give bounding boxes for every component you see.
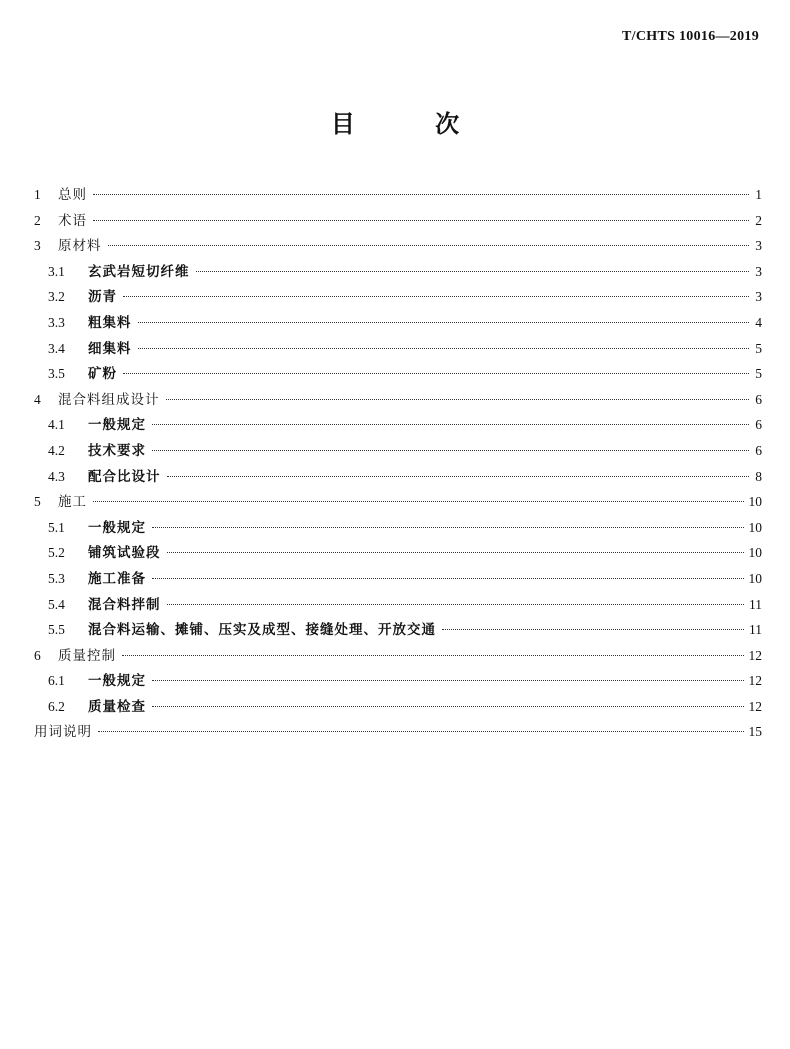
toc-entry-number: 4.1 [48,417,65,433]
toc-entry[interactable] [34,361,762,387]
toc-entry-number: 5.5 [48,622,65,638]
toc-entry-page: 4 [755,314,762,330]
toc-entry-page: 10 [748,519,762,535]
toc-entry-title: 一般规定 [88,673,146,690]
toc-entry[interactable] [34,259,762,285]
page-title: 目 次 [330,110,496,138]
toc-entry-number: 4 [34,391,41,407]
toc-dot-leader [98,731,744,732]
toc-entry-title: 铺筑试验段 [88,545,161,562]
standard-number: T/CHTS 10016—2019 [622,29,759,44]
toc-entry[interactable] [34,438,762,464]
toc-dot-leader [167,604,745,605]
toc-entry-number: 4.2 [48,442,65,458]
toc-entry[interactable] [34,387,762,413]
toc-dot-leader [93,501,744,502]
toc-dot-leader [152,680,744,681]
toc-dot-leader [167,552,744,553]
toc-entry-title: 总则 [58,187,87,203]
toc-dot-leader [123,296,749,297]
toc-entry-page: 6 [755,391,762,407]
toc-entry-number: 6.1 [48,673,65,689]
toc-entry[interactable] [34,643,762,669]
toc-entry-title: 一般规定 [88,417,146,434]
toc-entry[interactable] [34,617,762,643]
toc-entry-number: 1 [34,187,41,202]
toc-entry-number: 5.3 [48,570,65,586]
toc-dot-leader [152,706,744,707]
toc-entry-number: 3.3 [48,314,65,330]
toc-entry[interactable] [34,182,762,208]
toc-entry-page: 3 [755,238,762,254]
toc-dot-leader [152,527,744,528]
toc-entry-title: 施工 [58,494,87,511]
toc-entry-page: 3 [755,263,762,279]
toc-entry[interactable] [34,336,762,362]
toc-entry[interactable] [34,540,762,566]
toc-entry-page: 12 [748,673,762,689]
toc-dot-leader [93,194,749,195]
toc-entry-title: 质量检查 [88,698,146,715]
toc-entry-title: 矿粉 [88,366,117,383]
toc-entry[interactable] [34,515,762,541]
toc-dot-leader [152,450,749,451]
toc-entry[interactable] [34,719,762,745]
toc-entry-page: 3 [755,289,762,305]
toc-entry[interactable] [34,489,762,515]
toc-entry-title: 混合料运输、摊铺、压实及成型、接缝处理、开放交通 [88,622,436,639]
toc-entry-page: 12 [748,698,762,714]
toc-dot-leader [122,655,744,656]
toc-entry-page: 15 [748,724,762,740]
toc-entry-title: 配合比设计 [88,468,161,485]
toc-entry-title: 细集料 [88,340,132,357]
toc-entry-title: 施工准备 [88,570,146,587]
toc-dot-leader [167,476,750,477]
toc-entry-number: 3.4 [48,340,65,356]
toc-dot-leader [108,245,750,246]
toc-entry-page: 6 [755,417,762,433]
toc-entry-title: 原材料 [58,238,102,255]
toc-entry-number: 3.5 [48,366,65,382]
toc-entry-title: 混合料拌制 [88,596,161,613]
toc-dot-leader [138,322,750,323]
toc-entry[interactable] [34,233,762,259]
toc-entry-number: 3.1 [48,263,65,279]
toc-dot-leader [123,373,749,374]
toc-entry-number: 4.3 [48,468,65,484]
toc-entry[interactable] [34,592,762,618]
toc-entry-title: 粗集料 [88,314,132,331]
toc-dot-leader [138,348,750,349]
toc-entry-title: 沥青 [88,289,117,306]
table-of-contents [34,182,762,745]
toc-entry[interactable] [34,464,762,490]
toc-entry-title: 一般规定 [88,519,146,536]
toc-entry-page: 6 [755,442,762,458]
toc-entry-title: 质量控制 [58,647,116,664]
toc-dot-leader [442,629,744,630]
toc-entry-number: 5.2 [48,545,65,561]
toc-entry[interactable] [34,310,762,336]
toc-entry[interactable] [34,412,762,438]
toc-entry[interactable] [34,566,762,592]
toc-entry-title: 玄武岩短切纤维 [88,263,190,280]
toc-entry-number: 6.2 [48,698,65,714]
toc-entry[interactable] [34,284,762,310]
toc-dot-leader [93,220,749,221]
toc-entry-page: 5 [755,366,762,382]
toc-dot-leader [166,399,750,400]
toc-entry-page: 5 [755,340,762,356]
toc-entry-number: 2 [34,212,41,228]
toc-entry[interactable] [34,668,762,694]
toc-entry-page: 2 [755,212,762,228]
toc-dot-leader [152,578,744,579]
toc-entry-page: 11 [749,596,762,612]
toc-entry-page: 8 [755,468,762,484]
toc-entry-page: 10 [748,570,762,586]
toc-entry-page: 12 [748,647,762,663]
toc-entry-page: 1 [755,187,762,202]
toc-entry-title: 混合料组成设计 [58,391,160,408]
toc-entry[interactable] [34,208,762,234]
toc-dot-leader [152,424,749,425]
toc-entry-number: 3.2 [48,289,65,305]
toc-entry-page: 10 [748,545,762,561]
toc-entry-number: 5.4 [48,596,65,612]
toc-entry-number: 5.1 [48,519,65,535]
toc-entry-number: 6 [34,647,41,663]
toc-entry-number: 3 [34,238,41,254]
toc-entry-title: 技术要求 [88,442,146,459]
toc-entry-number: 5 [34,494,41,510]
toc-dot-leader [196,271,750,272]
toc-entry-title: 用词说明 [34,724,92,741]
toc-entry-page: 10 [748,494,762,510]
toc-entry-page: 11 [749,622,762,638]
toc-entry-title: 术语 [58,212,87,229]
toc-entry[interactable] [34,694,762,720]
